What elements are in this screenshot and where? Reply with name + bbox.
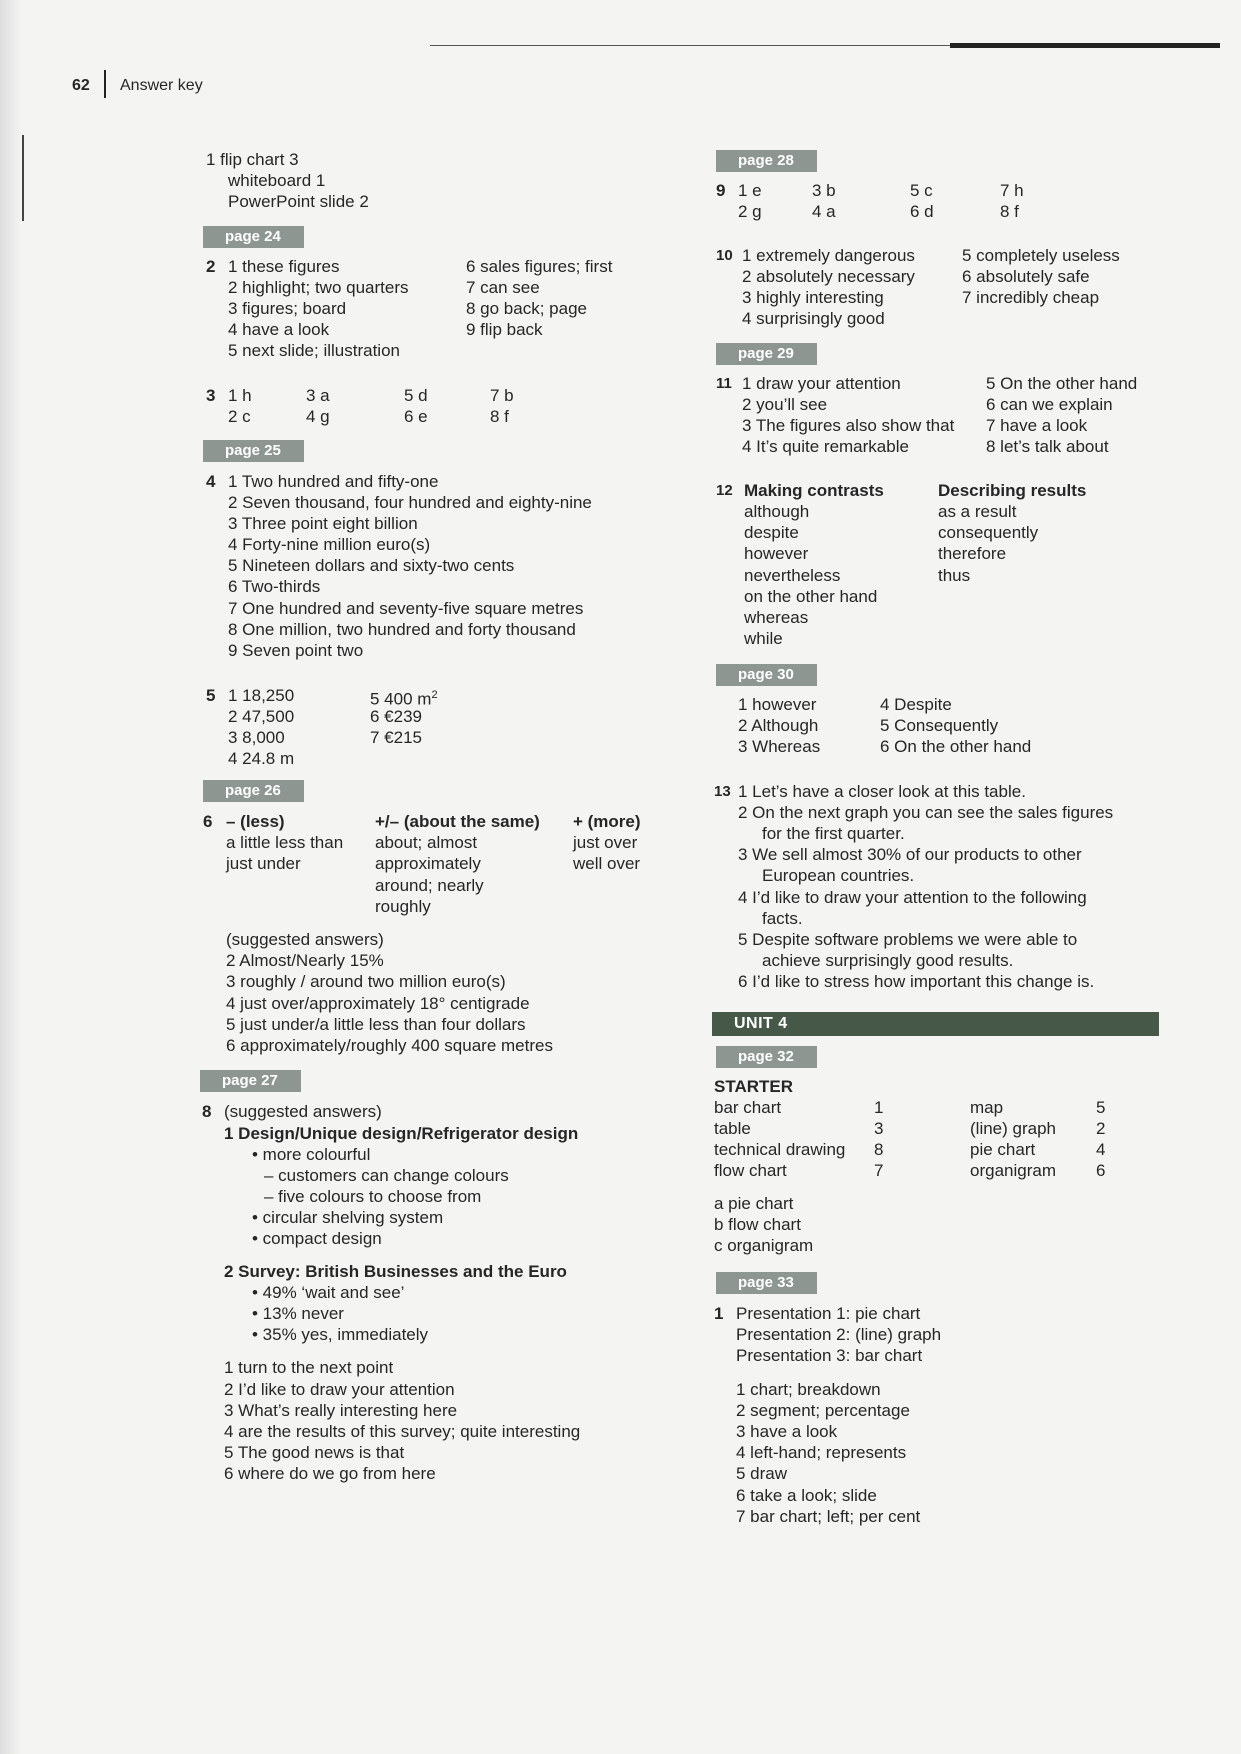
answer-item: 2 c <box>228 407 251 426</box>
top-list-item: whiteboard 1 <box>228 171 326 190</box>
answer-item: 6 e <box>404 407 428 426</box>
answer-item: a pie chart <box>714 1194 794 1213</box>
answer-item: 4 It’s quite remarkable <box>742 437 909 456</box>
answer-item: 3 figures; board <box>228 299 347 318</box>
exercise-number: 1 <box>714 1304 724 1323</box>
table-cell: roughly <box>375 897 431 916</box>
answer-item: 5 c <box>910 181 933 200</box>
answer-item: for the first quarter. <box>762 824 905 843</box>
answer-item: 3 roughly / around two million euro(s) <box>226 972 506 991</box>
answer-item: 4 are the results of this survey; quite interesting <box>224 1422 581 1441</box>
list-item: thus <box>938 566 971 585</box>
bullet-item: • circular shelving system <box>252 1208 444 1227</box>
list-item: organigram <box>970 1161 1056 1180</box>
list-item: therefore <box>938 544 1007 563</box>
page-number: 62 <box>72 77 90 94</box>
page-badge: page 28 <box>716 150 817 172</box>
list-number: 6 <box>1096 1161 1106 1180</box>
answer-item: 4 just over/approximately 18° centigrade <box>226 994 530 1013</box>
list-item: despite <box>744 523 799 542</box>
page-title: Answer key <box>120 77 203 94</box>
list-item: bar chart <box>714 1098 782 1117</box>
answer-item: 2 47,500 <box>228 707 295 726</box>
list-item: as a result <box>938 502 1017 521</box>
bullet-item: • more colourful <box>252 1145 371 1164</box>
answer-item: 4 left-hand; represents <box>736 1443 907 1462</box>
list-item: consequently <box>938 523 1039 542</box>
list-item: technical drawing <box>714 1140 846 1159</box>
list-item: (line) graph <box>970 1119 1056 1138</box>
answer-item: 1 however <box>738 695 817 714</box>
exercise-number: 9 <box>716 181 726 200</box>
answer-item: 5 next slide; illustration <box>228 341 400 360</box>
answer-item: 5 completely useless <box>962 246 1120 265</box>
table-cell: just over <box>573 833 638 852</box>
answer-item: 7 One hundred and seventy-five square metres <box>228 599 584 618</box>
answer-item: 6 approximately/roughly 400 square metres <box>226 1036 553 1055</box>
answer-item: 8 let’s talk about <box>986 437 1109 456</box>
list-item: map <box>970 1098 1004 1117</box>
answer-item: 2 highlight; two quarters <box>228 278 409 297</box>
page-badge: page 33 <box>716 1272 817 1294</box>
answer-item: 1 these figures <box>228 257 340 276</box>
answer-item: 5 The good news is that <box>224 1443 405 1462</box>
answer-item: 1 draw your attention <box>742 374 901 393</box>
column-heading: Describing results <box>938 481 1087 500</box>
answer-item: 4 g <box>306 407 330 426</box>
answer-item: 4 Despite <box>880 695 952 714</box>
page-badge: page 24 <box>203 226 304 248</box>
list-item: on the other hand <box>744 587 878 606</box>
answer-item: 6 absolutely safe <box>962 267 1090 286</box>
answer-item: 6 €239 <box>370 707 422 726</box>
list-item: however <box>744 544 809 563</box>
answer-item: 9 flip back <box>466 320 543 339</box>
list-number: 1 <box>874 1098 884 1117</box>
answer-item: 7 €215 <box>370 728 422 747</box>
answer-item: European countries. <box>762 866 915 885</box>
answer-item: 3 have a look <box>736 1422 838 1441</box>
answer-item: 4 24.8 m <box>228 749 295 768</box>
answer-item: 1 turn to the next point <box>224 1358 394 1377</box>
answer-item: 8 f <box>490 407 509 426</box>
page-badge: page 32 <box>716 1046 817 1068</box>
answer-item: 6 I’d like to stress how important this change is. <box>738 972 1095 991</box>
table-cell: about; almost <box>375 833 478 852</box>
header-rule-thick <box>950 43 1220 48</box>
answer-item: 3 b <box>812 181 836 200</box>
top-list-item: 1 flip chart 3 <box>206 150 299 169</box>
answer-item: 5 d <box>404 386 428 405</box>
page-badge: page 27 <box>200 1070 301 1092</box>
column-heading: + (more) <box>573 812 641 831</box>
answer-item: 3 The figures also show that <box>742 416 955 435</box>
answer-item: 3 Whereas <box>738 737 821 756</box>
table-cell: a little less than <box>226 833 344 852</box>
answer-item: b flow chart <box>714 1215 801 1234</box>
answer-item: c organigram <box>714 1236 814 1255</box>
answer-item: 7 b <box>490 386 514 405</box>
answer-item: 8 f <box>1000 202 1019 221</box>
table-cell: well over <box>573 854 641 873</box>
bullet-item: – customers can change colours <box>264 1166 509 1185</box>
answer-item: Presentation 1: pie chart <box>736 1304 921 1323</box>
answer-item: Presentation 2: (line) graph <box>736 1325 942 1344</box>
table-cell: approximately <box>375 854 481 873</box>
page-badge: page 29 <box>716 343 817 365</box>
answer-item: 3 Three point eight billion <box>228 514 418 533</box>
answer-item: 2 Seven thousand, four hundred and eighty-nine <box>228 493 592 512</box>
answer-item: 2 Although <box>738 716 819 735</box>
bullet-item: • 35% yes, immediately <box>252 1325 429 1344</box>
superscript: 2 <box>431 689 438 701</box>
answer-item: 1 Let’s have a closer look at this table. <box>738 782 1026 801</box>
page-badge: page 30 <box>716 664 817 686</box>
answer-item: 5 Nineteen dollars and sixty-two cents <box>228 556 515 575</box>
table-cell: just under <box>226 854 301 873</box>
bullet-item: • 13% never <box>252 1304 344 1323</box>
answer-item: 2 absolutely necessary <box>742 267 915 286</box>
answer-item: 1 Two hundred and fifty-one <box>228 472 439 491</box>
answer-item: 2 Almost/Nearly 15% <box>226 951 384 970</box>
answer-item: 1 chart; breakdown <box>736 1380 881 1399</box>
answer-item: 2 I’d like to draw your attention <box>224 1380 455 1399</box>
answer-item: 6 can we explain <box>986 395 1113 414</box>
answer-item: 3 8,000 <box>228 728 285 747</box>
answer-item: 4 have a look <box>228 320 330 339</box>
answer-item: 1 h <box>228 386 252 405</box>
answer-item: 3 highly interesting <box>742 288 884 307</box>
answer-item: 6 On the other hand <box>880 737 1032 756</box>
exercise-number: 8 <box>202 1102 212 1121</box>
answer-item: 6 Two-thirds <box>228 577 321 596</box>
exercise-number: 3 <box>206 386 216 405</box>
suggested-note: (suggested answers) <box>226 930 384 949</box>
answer-item: 3 What’s really interesting here <box>224 1401 458 1420</box>
answer-item: Presentation 3: bar chart <box>736 1346 923 1365</box>
answer-item: 7 bar chart; left; per cent <box>736 1507 921 1526</box>
header-rule-thin <box>430 45 950 46</box>
answer-item: 5 draw <box>736 1464 788 1483</box>
column-heading: +/– (about the same) <box>375 812 540 831</box>
list-number: 2 <box>1096 1119 1106 1138</box>
unit-heading-bar: UNIT 4 <box>712 1012 1159 1036</box>
answer-item: 8 go back; page <box>466 299 587 318</box>
answer-item: 9 Seven point two <box>228 641 364 660</box>
bullet-item: – five colours to choose from <box>264 1187 482 1206</box>
suggested-note: (suggested answers) <box>224 1102 382 1121</box>
left-margin-mark <box>22 135 24 221</box>
bullet-item: • compact design <box>252 1229 382 1248</box>
answer-item: 5 Consequently <box>880 716 999 735</box>
list-item: flow chart <box>714 1161 787 1180</box>
answer-item: 4 I’d like to draw your attention to the following <box>738 888 1087 907</box>
answer-item: 1 e <box>738 181 762 200</box>
left-binding-shadow <box>0 0 22 1754</box>
list-item: pie chart <box>970 1140 1036 1159</box>
list-number: 8 <box>874 1140 884 1159</box>
answer-text: 5 400 m <box>370 689 432 709</box>
answer-item: facts. <box>762 909 803 928</box>
section-title: STARTER <box>714 1077 794 1096</box>
list-number: 5 <box>1096 1098 1106 1117</box>
answer-item <box>370 686 438 709</box>
answer-item: 4 Forty-nine million euro(s) <box>228 535 431 554</box>
answer-item: 6 sales figures; first <box>466 257 613 276</box>
list-item: although <box>744 502 810 521</box>
exercise-number: 2 <box>206 257 216 276</box>
answer-item: 5 Despite software problems we were able to <box>738 930 1078 949</box>
list-item: nevertheless <box>744 566 841 585</box>
answer-item: 2 On the next graph you can see the sales figures <box>738 803 1114 822</box>
list-number: 7 <box>874 1161 884 1180</box>
page-badge: page 26 <box>203 780 304 802</box>
top-list-item: PowerPoint slide 2 <box>228 192 369 211</box>
exercise-number: 12 <box>716 482 733 499</box>
exercise-number: 4 <box>206 472 216 491</box>
answer-heading: 2 Survey: British Businesses and the Euro <box>224 1262 567 1281</box>
list-item: whereas <box>744 608 809 627</box>
answer-item: 7 h <box>1000 181 1024 200</box>
answer-item: 6 take a look; slide <box>736 1486 877 1505</box>
answer-item: 1 extremely dangerous <box>742 246 915 265</box>
column-heading: – (less) <box>226 812 285 831</box>
answer-item: 6 d <box>910 202 934 221</box>
answer-item: 5 On the other hand <box>986 374 1138 393</box>
exercise-number: 5 <box>206 686 216 705</box>
answer-item: 5 just under/a little less than four dollars <box>226 1015 526 1034</box>
answer-item: 4 surprisingly good <box>742 309 885 328</box>
answer-item: 7 incredibly cheap <box>962 288 1100 307</box>
answer-item: 8 One million, two hundred and forty thousand <box>228 620 576 639</box>
exercise-number: 10 <box>716 247 733 264</box>
answer-heading: 1 Design/Unique design/Refrigerator design <box>224 1124 579 1143</box>
list-item: table <box>714 1119 751 1138</box>
answer-item: 4 a <box>812 202 836 221</box>
answer-item: 2 segment; percentage <box>736 1401 910 1420</box>
answer-item: 1 18,250 <box>228 686 295 705</box>
page-badge: page 25 <box>203 440 304 462</box>
header-divider <box>104 70 106 98</box>
column-heading: Making contrasts <box>744 481 884 500</box>
answer-item: 3 a <box>306 386 330 405</box>
list-item: while <box>744 629 783 648</box>
exercise-number: 6 <box>203 812 213 831</box>
list-number: 3 <box>874 1119 884 1138</box>
table-cell: around; nearly <box>375 876 484 895</box>
list-number: 4 <box>1096 1140 1106 1159</box>
answer-item: achieve surprisingly good results. <box>762 951 1014 970</box>
answer-item: 3 We sell almost 30% of our products to other <box>738 845 1082 864</box>
answer-item: 7 can see <box>466 278 540 297</box>
answer-item: 2 g <box>738 202 762 221</box>
answer-item: 6 where do we go from here <box>224 1464 436 1483</box>
bullet-item: • 49% ‘wait and see’ <box>252 1283 405 1302</box>
answer-item: 2 you’ll see <box>742 395 828 414</box>
exercise-number: 13 <box>714 783 731 800</box>
answer-item: 7 have a look <box>986 416 1088 435</box>
exercise-number: 11 <box>716 375 732 392</box>
